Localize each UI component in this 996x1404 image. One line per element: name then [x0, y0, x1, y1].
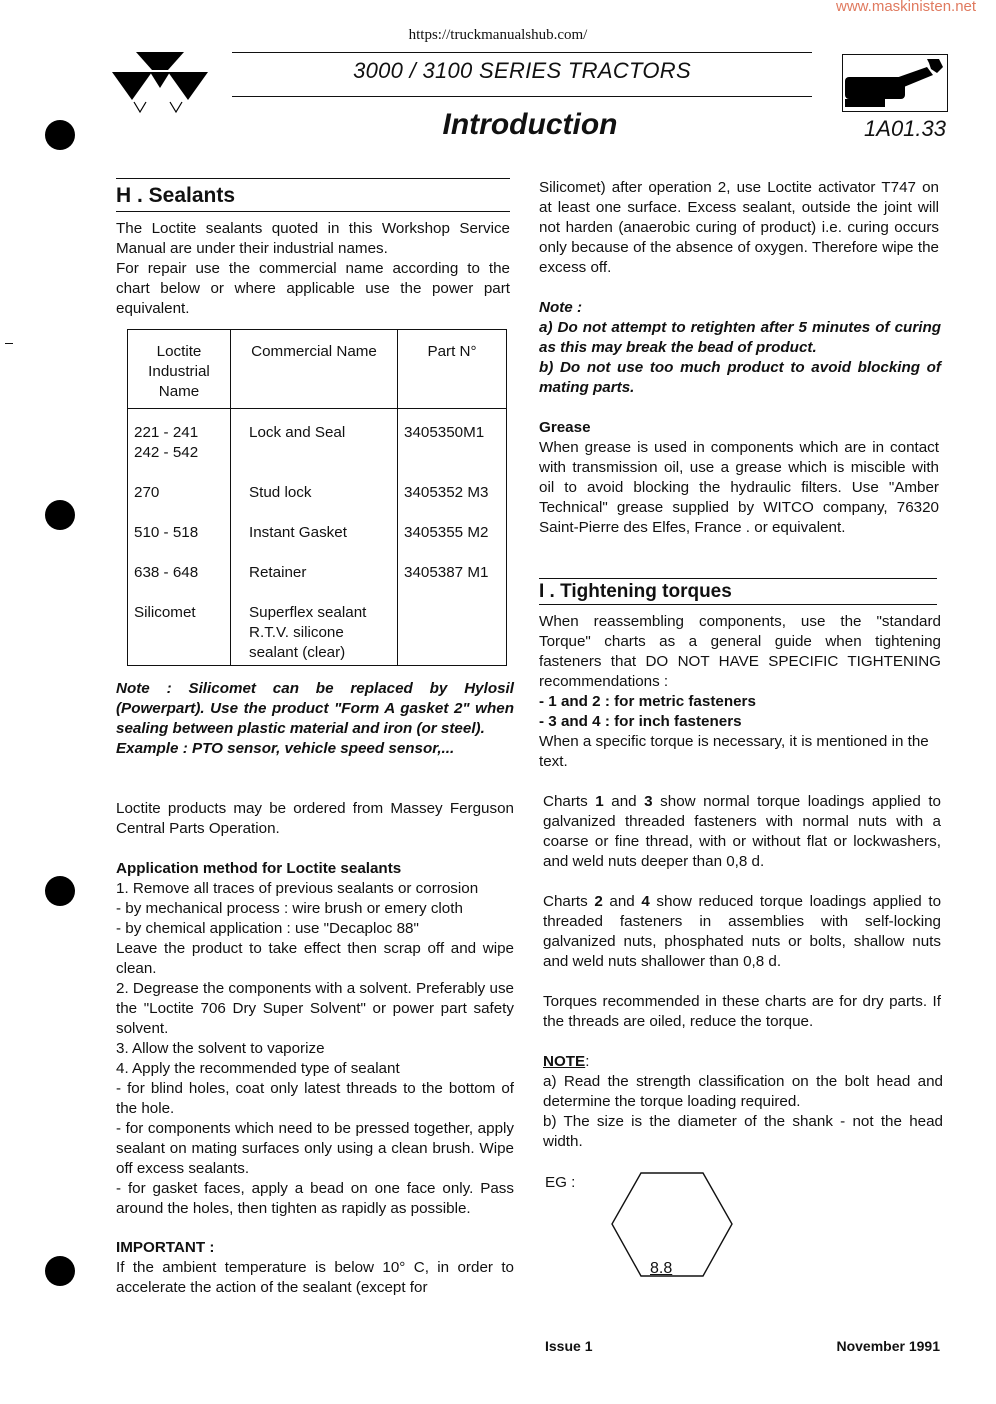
- cell-commercial: Retainer: [231, 543, 398, 583]
- table-row: [128, 503, 507, 543]
- cell-commercial: Superflex sealant R.T.V. silicone sealant (clear): [231, 583, 398, 666]
- specific-torque-text: When a specific torque is necessary, it is mentioned in the text.: [539, 733, 929, 770]
- intro-paragraph-1: The Loctite sealants quoted in this Workshop Service Manual are under their industrial names.: [116, 220, 510, 257]
- example-text: Example : PTO sensor, vehicle speed sensor,...: [116, 740, 455, 757]
- cell-part: 3405350M1: [398, 409, 507, 464]
- note-b: b) Do not use too much product to avoid blocking of mating parts.: [539, 359, 941, 396]
- chart-number: 3: [644, 793, 653, 810]
- source-url: https://truckmanualshub.com/: [408, 27, 588, 43]
- inch-bullet: - 3 and 4 : for inch fasteners: [539, 713, 742, 730]
- header-commercial: Commercial Name: [231, 330, 398, 409]
- section-i-rule-bottom: [539, 604, 937, 605]
- header-industrial: Loctite Industrial Name: [128, 330, 231, 409]
- workshop-icon-box: [842, 54, 948, 112]
- application-step: - by mechanical process : wire brush or emery cloth: [116, 900, 463, 917]
- intro-paragraph-2: For repair use the commercial name according to the chart below or where applicable use the power part equivalent.: [116, 260, 510, 317]
- sealant-table: [127, 329, 507, 666]
- application-steps: [116, 879, 514, 1219]
- application-step: - by chemical application : use "Decaploc 88": [116, 920, 419, 937]
- eg-label: EG :: [545, 1174, 576, 1191]
- application-step: 2. Degrease the components with a solvent. Preferably use the "Loctite 706 Dry Super Solvent" or power part safety solvent.: [116, 980, 514, 1037]
- grease-text: When grease is used in components which are in contact with transmission oil, use a grease which is miscible with oil to avoid blocking the hydraulic filters. Use "Amber Technical" grease supplied by WITCO company, 76320 Saint-Pierre des Elfes, France . or equivalent.: [539, 439, 939, 536]
- punch-hole: [45, 1256, 75, 1286]
- issue-number: Issue 1: [545, 1338, 593, 1354]
- note-heading: Note :: [539, 299, 583, 316]
- note-a: a) Do not attempt to retighten after 5 minutes of curing as this may break the bead of product.: [539, 319, 941, 356]
- page-title: Introduction: [442, 108, 618, 141]
- sealant-table-wrapper: [127, 329, 507, 666]
- application-step: Leave the product to take effect then scrap off and wipe clean.: [116, 940, 514, 977]
- page-code: 1A01.33: [864, 116, 946, 141]
- hand-wrench-icon: [843, 55, 947, 111]
- grease-heading: Grease: [539, 419, 591, 436]
- cell-commercial: Instant Gasket: [231, 503, 398, 543]
- section-i-rule-top: [539, 578, 937, 579]
- header-rule-top: [232, 52, 812, 53]
- metric-bullet: - 1 and 2 : for metric fasteners: [539, 693, 756, 710]
- silicomet-note: [116, 679, 514, 759]
- punch-hole: [45, 876, 75, 906]
- charts-1-3-text: Charts 1 and 3 show normal torque loadings applied to galvanized threaded fasteners with normal nuts with a coarse or fine thread, with or without flat or lockwashers, and weld nuts deeper than 0,8 d.: [543, 793, 942, 870]
- application-step: - for blind holes, coat only latest threads to the bottom of the hole.: [116, 1080, 514, 1117]
- cell-industrial: 221 - 241 242 - 542: [128, 409, 231, 464]
- table-row: [128, 409, 507, 464]
- charts-2-4-text: Charts 2 and 4 show reduced torque loadings applied to threaded fasteners in assemblies with self-locking galvanized nuts, phosphated nuts or bolts, shallow nuts and weld nuts shallower than 0,8 d.: [543, 893, 942, 970]
- table-row: [128, 583, 507, 666]
- application-step: 3. Allow the solvent to vaporize: [116, 1040, 325, 1057]
- sealant-continuation: Silicomet) after operation 2, use Loctite activator T747 on at least one surface. Excess sealant, outside the joint will not harden (anaerobic curing of product) i.e. curing occurs only because of the absence of oxygen. Therefore wipe the excess off.: [539, 179, 939, 276]
- cell-industrial: 510 - 518: [128, 503, 231, 543]
- section-h-intro: [116, 219, 510, 319]
- cell-commercial: Stud lock: [231, 463, 398, 503]
- application-step: 4. Apply the recommended type of sealant: [116, 1060, 400, 1077]
- application-step: 1. Remove all traces of previous sealants or corrosion: [116, 880, 479, 897]
- chart-number: 4: [641, 893, 650, 910]
- section-h-heading: H . Sealants: [116, 184, 236, 207]
- important-text: If the ambient temperature is below 10° C, in order to accelerate the action of the sealant (except for: [116, 1259, 514, 1296]
- note2-a: a) Read the strength classification on the bolt head and determine the torque loading required.: [543, 1073, 943, 1110]
- torque-bullets: [539, 692, 941, 772]
- cell-part: 3405352 M3: [398, 463, 507, 503]
- note2-heading: NOTE:: [543, 1053, 590, 1070]
- table-row: [128, 543, 507, 583]
- section-i-heading: I . Tightening torques: [539, 581, 732, 602]
- important-heading: IMPORTANT :: [116, 1239, 215, 1256]
- application-heading: Application method for Loctite sealants: [116, 860, 402, 877]
- dry-parts-text: Torques recommended in these charts are for dry parts. If the threads are oiled, reduce the torque.: [543, 993, 941, 1030]
- section-h-rule-top: [116, 178, 510, 179]
- note2-items: [543, 1072, 943, 1152]
- cell-commercial: Lock and Seal: [231, 409, 398, 464]
- cell-industrial: 270: [128, 463, 231, 503]
- header-rule-bottom: [232, 96, 812, 97]
- cell-industrial: 638 - 648: [128, 543, 231, 583]
- issue-date: November 1991: [836, 1338, 940, 1354]
- cell-part: 3405387 M1: [398, 543, 507, 583]
- torque-intro: When reassembling components, use the "standard Torque" charts as a general guide when tightening fasteners that DO NOT HAVE SPECIFIC TIGHTENING recommendations :: [539, 613, 941, 690]
- table-row: [128, 463, 507, 503]
- series-title: 3000 / 3100 SERIES TRACTORS: [353, 58, 691, 83]
- table-header-row: [128, 330, 507, 409]
- cell-industrial: Silicomet: [128, 583, 231, 666]
- chart-number: 1: [595, 793, 604, 810]
- watermark: www.maskinisten.net: [836, 0, 977, 15]
- application-step: - for gasket faces, apply a bead on one face only. Pass around the holes, then tighten as rapidly as possible.: [116, 1180, 514, 1217]
- section-h-rule-bottom: [116, 211, 510, 212]
- note-items: [539, 318, 941, 398]
- cell-part: [398, 583, 507, 666]
- header-part: Part N°: [398, 330, 507, 409]
- margin-tick: [5, 343, 13, 344]
- note2-b: b) The size is the diameter of the shank - not the head width.: [543, 1113, 943, 1150]
- punch-hole: [45, 120, 75, 150]
- bolt-grade-label: 8.8: [650, 1260, 673, 1277]
- massey-ferguson-logo: [112, 48, 208, 114]
- punch-hole: [45, 500, 75, 530]
- application-step: - for components which need to be pressed together, apply sealant on mating surfaces only using a clean brush. Wipe off excess sealants.: [116, 1120, 514, 1177]
- chart-number: 2: [594, 893, 603, 910]
- cell-part: 3405355 M2: [398, 503, 507, 543]
- silicomet-note-text: Note : Silicomet can be replaced by Hylosil (Powerpart). Use the product "Form A gasket 2" when sealing between plastic material and iron (or steel).: [116, 680, 514, 737]
- order-text: Loctite products may be ordered from Massey Ferguson Central Parts Operation.: [116, 800, 514, 837]
